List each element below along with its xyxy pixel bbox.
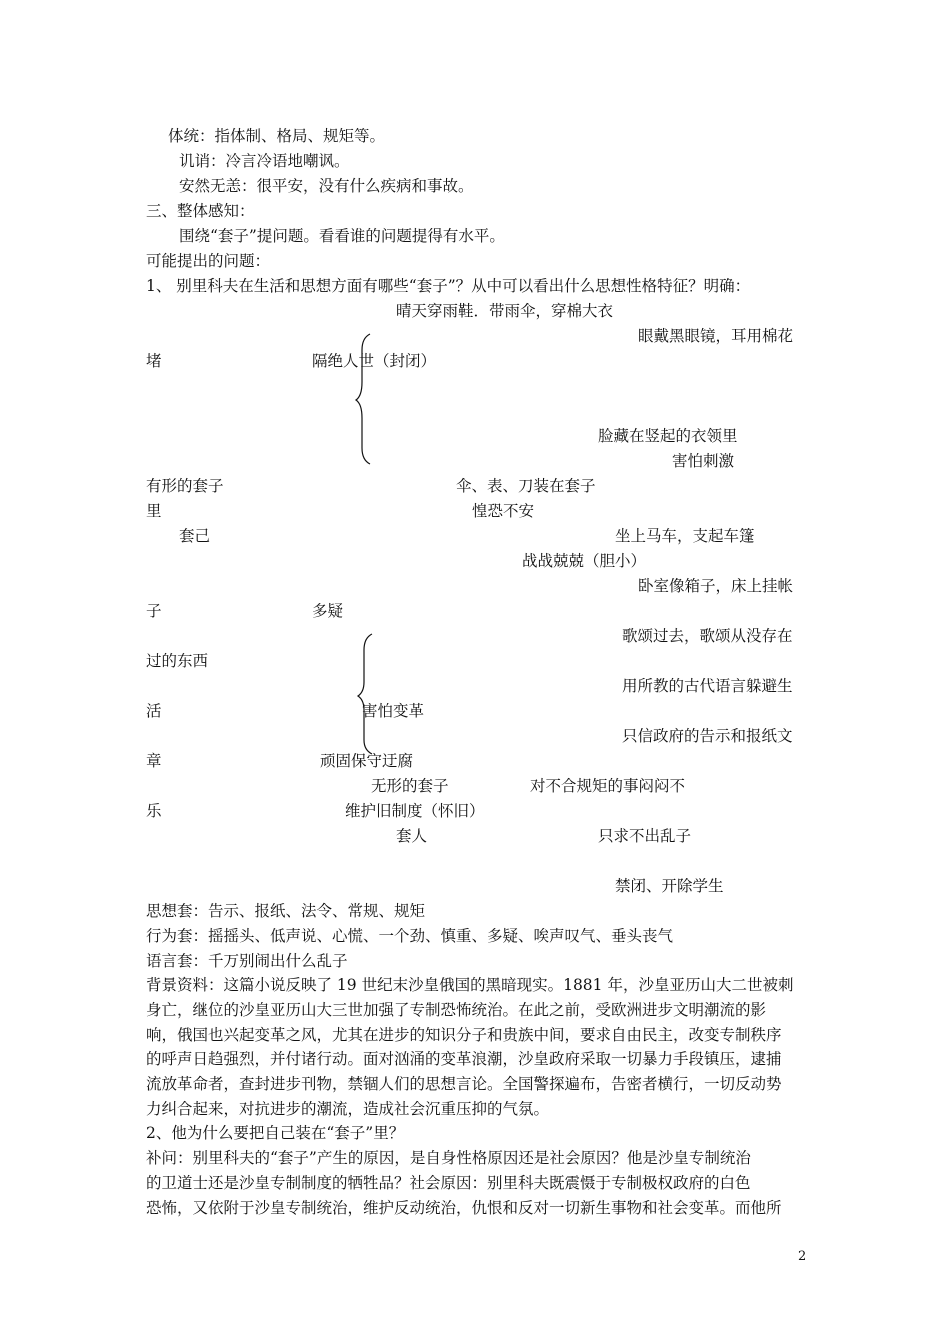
diagram-intangible-label: 无形的套子 [371,777,449,795]
followup-paragraph [146,1146,808,1220]
summary-language: 语言套：千万别闹出什么乱子 [146,952,348,970]
diagram-trait-timid: 战战兢兢（胆小） [522,552,647,570]
brace-intangible [360,634,380,754]
diagram-trait-suspicious: 多疑 [312,602,344,620]
diagram-item-expel: 禁闭、开除学生 [615,877,724,895]
diagram-item-ancient-language: 用所教的古代语言躲避生 [622,677,793,695]
background-paragraph [146,973,808,1122]
definition-anranwuyang: 安然无恙：很平安，没有什么疾病和事故。 [179,177,474,195]
diagram-item-fear-stimulus: 害怕刺激 [672,452,735,470]
diagram-trait-fear-change: 害怕变革 [362,702,425,720]
diagram-item-praise-past: 歌颂过去，歌颂从没存在 [622,627,793,645]
diagram-trait-conservative: 顽固保守迂腐 [320,752,414,770]
diagram-item-glasses: 眼戴黑眼镜，耳用棉花 [638,327,794,345]
diagram-trait-old-system: 维护旧制度（怀旧） [345,802,485,820]
background-line: 身亡，继位的沙皇亚历山大三世加强了专制恐怖统治。在此之前，受欧洲进步文明潮流的影 [146,1000,767,1019]
section-heading: 三、整体感知： [146,202,255,220]
diagram-item-rainy: 晴天穿雨鞋．带雨伞，穿棉大衣 [396,302,614,320]
followup-line: 补问：别里科夫的“套子”产生的原因，是自身性格原因还是社会原因？他是沙皇专制统治 [146,1149,751,1167]
diagram-others-label: 套人 [396,827,428,845]
definition-jiqiao: 讥诮：冷言冷语地嘲讽。 [179,152,350,170]
summary-behavior: 行为套：摇摇头、低声说、心慌、一个劲、慎重、多疑、唉声叹气、垂头丧气 [146,927,674,945]
diagram-item-government: 只信政府的告示和报纸文 [622,727,793,745]
diagram-item-unhappy-wrap: 乐 [146,802,162,820]
definition-tishong: 体统：指体制、格局、规矩等。 [168,127,386,145]
background-line: 的呼声日趋强烈，并付诸行动。面对汹涌的变革浪潮，沙皇政府采取一切暴力手段镇压，逮捕 [146,1050,782,1069]
question-1: 1、 别里科夫在生活和思想方面有哪些“套子”？从中可以看出什么思想性格特征？明确： [146,277,751,295]
diagram-trait-anxious: 惶恐不安 [472,502,535,520]
page-number: 2 [798,1249,807,1264]
task-instruction: 围绕“套子”提问题。看看谁的问题提得有水平。 [179,227,505,245]
diagram-item-no-trouble: 只求不出乱子 [598,827,692,845]
diagram-item-unhappy: 对不合规矩的事闷闷不 [530,777,686,795]
diagram-item-glasses-wrap: 堵 [146,352,162,370]
background-line: 背景资料：这篇小说反映了 19 世纪末沙皇俄国的黑暗现实。1881 年，沙皇亚历山大二世被刺 [146,976,794,994]
summary-thought: 思想套：告示、报纸、法令、常规、规矩 [146,902,426,920]
possible-questions-label: 可能提出的问题： [146,252,271,270]
diagram-item-collar: 脸藏在竖起的衣领里 [598,427,738,445]
diagram-item-umbrella: 伞、表、刀装在套子 [456,477,596,495]
brace-tangible [358,334,378,464]
followup-line: 恐怖，又依附于沙皇专制统治，维护反动统治，仇恨和反对一切新生事物和社会变革。而他所 [146,1198,782,1217]
diagram-item-praise-past-wrap: 过的东西 [146,652,209,670]
followup-line: 的卫道士还是沙皇专制制度的牺牲品？社会原因：别里科夫既震慑于专制极权政府的白色 [146,1173,751,1192]
diagram-trait-isolated: 隔绝人世（封闭） [312,352,437,370]
diagram-tangible-label-wrap: 里 [146,502,162,520]
diagram-item-ancient-language-wrap: 活 [146,702,162,720]
diagram-tangible-label: 有形的套子 [146,477,224,495]
background-line: 流放革命者，查封进步刊物，禁锢人们的思想言论。全国警探遍布，告密者横行，一切反动势 [146,1075,782,1094]
background-line: 响，俄国也兴起变革之风，尤其在进步的知识分子和贵族中间，要求自由民主，改变专制秩序 [146,1025,782,1044]
diagram-item-carriage: 坐上马车，支起车篷 [615,527,755,545]
diagram-item-bedroom-wrap: 子 [146,602,162,620]
background-line: 力纠合起来，对抗进步的潮流，造成社会沉重压抑的气氛。 [146,1099,550,1118]
question-2: 2、他为什么要把自己装在“套子”里？ [146,1124,405,1142]
diagram-item-government-wrap: 章 [146,752,162,770]
diagram-self-label: 套己 [179,527,211,545]
diagram-item-bedroom: 卧室像箱子，床上挂帐 [638,577,794,595]
